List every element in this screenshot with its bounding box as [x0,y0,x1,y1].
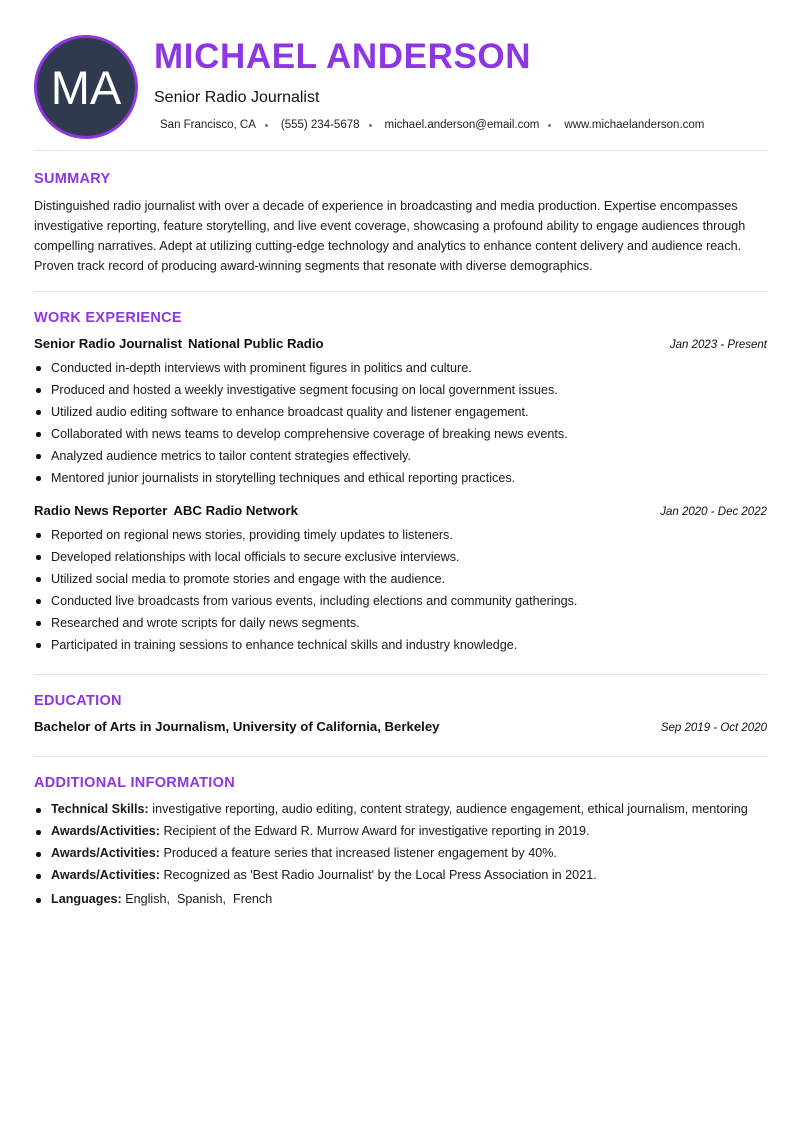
skills-text: investigative reporting, audio editing, content strategy, audience engagement, ethical journalism, mentoring [152,802,748,816]
job-company: ABC Radio Network [173,503,298,518]
work-experience-title: WORK EXPERIENCE [34,310,182,326]
contact-location: San Francisco, CA [160,119,256,131]
award-text: Recipient of the Edward R. Murrow Award for investigative reporting in 2019. [163,824,590,838]
award-text: Recognized as 'Best Radio Journalist' by the Local Press Association in 2021. [163,868,597,882]
job-entry [34,503,767,656]
awards-label: Awards/Activities: [51,824,160,838]
job-entry [34,336,767,489]
separator-dot-icon [369,124,372,127]
summary-title: SUMMARY [34,171,111,187]
candidate-role: Senior Radio Journalist [154,89,320,106]
job-position: Senior Radio Journalist [34,336,183,351]
contact-phone: (555) 234-5678 [280,119,360,131]
list-item: Reported on regional news stories, providing timely updates to listeners. [34,524,767,546]
list-item [34,799,767,819]
list-item: Conducted in-depth interviews with prominent figures in politics and culture. [34,357,767,379]
job-company: National Public Radio [188,336,324,351]
separator-dot-icon [548,124,551,127]
job-bullets [34,357,767,489]
resume-header [34,0,767,151]
additional-bullets [34,799,767,909]
languages-label: Languages: [51,892,122,906]
education-dates: Sep 2019 - Oct 2020 [660,722,767,734]
contact-email[interactable]: michael.anderson@email.com [384,119,540,131]
list-item: Developed relationships with local officials to secure exclusive interviews. [34,546,767,568]
awards-label: Awards/Activities: [51,846,160,860]
education-entry [34,719,767,734]
list-item: Analyzed audience metrics to tailor content strategies effectively. [34,445,767,467]
job-header [34,503,767,518]
education-title: EDUCATION [34,693,122,709]
list-item: Collaborated with news teams to develop comprehensive coverage of breaking news events. [34,423,767,445]
list-item: Mentored junior journalists in storytelling techniques and ethical reporting practices. [34,467,767,489]
list-item: Utilized audio editing software to enhance broadcast quality and listener engagement. [34,401,767,423]
job-title-line [34,336,324,351]
list-item: Utilized social media to promote stories and engage with the audience. [34,568,767,590]
list-item [34,865,767,885]
job-header [34,336,767,351]
list-item [34,889,767,909]
award-text: Produced a feature series that increased listener engagement by 40%. [163,846,557,860]
education-degree: Bachelor of Arts in Journalism, University of California, Berkeley [34,719,440,734]
additional-information-section [34,757,767,909]
list-item: Produced and hosted a weekly investigative segment focusing on local government issues. [34,379,767,401]
education-section [34,675,767,757]
list-item [34,843,767,863]
avatar-initials: MA [50,60,122,114]
languages-text: English, Spanish, French [125,892,273,906]
awards-label: Awards/Activities: [51,868,160,882]
job-position: Radio News Reporter [34,503,168,518]
skills-label: Technical Skills: [51,802,149,816]
avatar [34,35,138,139]
summary-text: Distinguished radio journalist with over a decade of experience in broadcasting and media production. Expertise encompasses investigative reporting, feature storytelling, and live event coverage, showcasing a profound ability to engage audiences through compelling narratives. Adept at utilizing cutting-edge technology and analytics to enhance content delivery and audience reach. Proven track record of producing award-winning segments that resonate with diverse demographics. [34,199,746,273]
list-item: Participated in training sessions to enhance technical skills and industry knowledge. [34,634,767,656]
work-experience-section [34,292,767,675]
job-bullets [34,524,767,656]
job-title-line [34,503,298,518]
list-item: Researched and wrote scripts for daily news segments. [34,612,767,634]
job-dates: Jan 2023 - Present [669,339,767,351]
resume-page [34,0,767,1130]
contact-info [160,119,704,131]
summary-section [34,151,767,292]
job-dates: Jan 2020 - Dec 2022 [660,506,767,518]
separator-dot-icon [265,124,268,127]
list-item [34,821,767,841]
contact-website[interactable]: www.michaelanderson.com [564,119,705,131]
list-item: Conducted live broadcasts from various events, including elections and community gatherings. [34,590,767,612]
additional-information-title: ADDITIONAL INFORMATION [34,775,235,791]
candidate-name: MICHAEL ANDERSON [154,37,532,76]
